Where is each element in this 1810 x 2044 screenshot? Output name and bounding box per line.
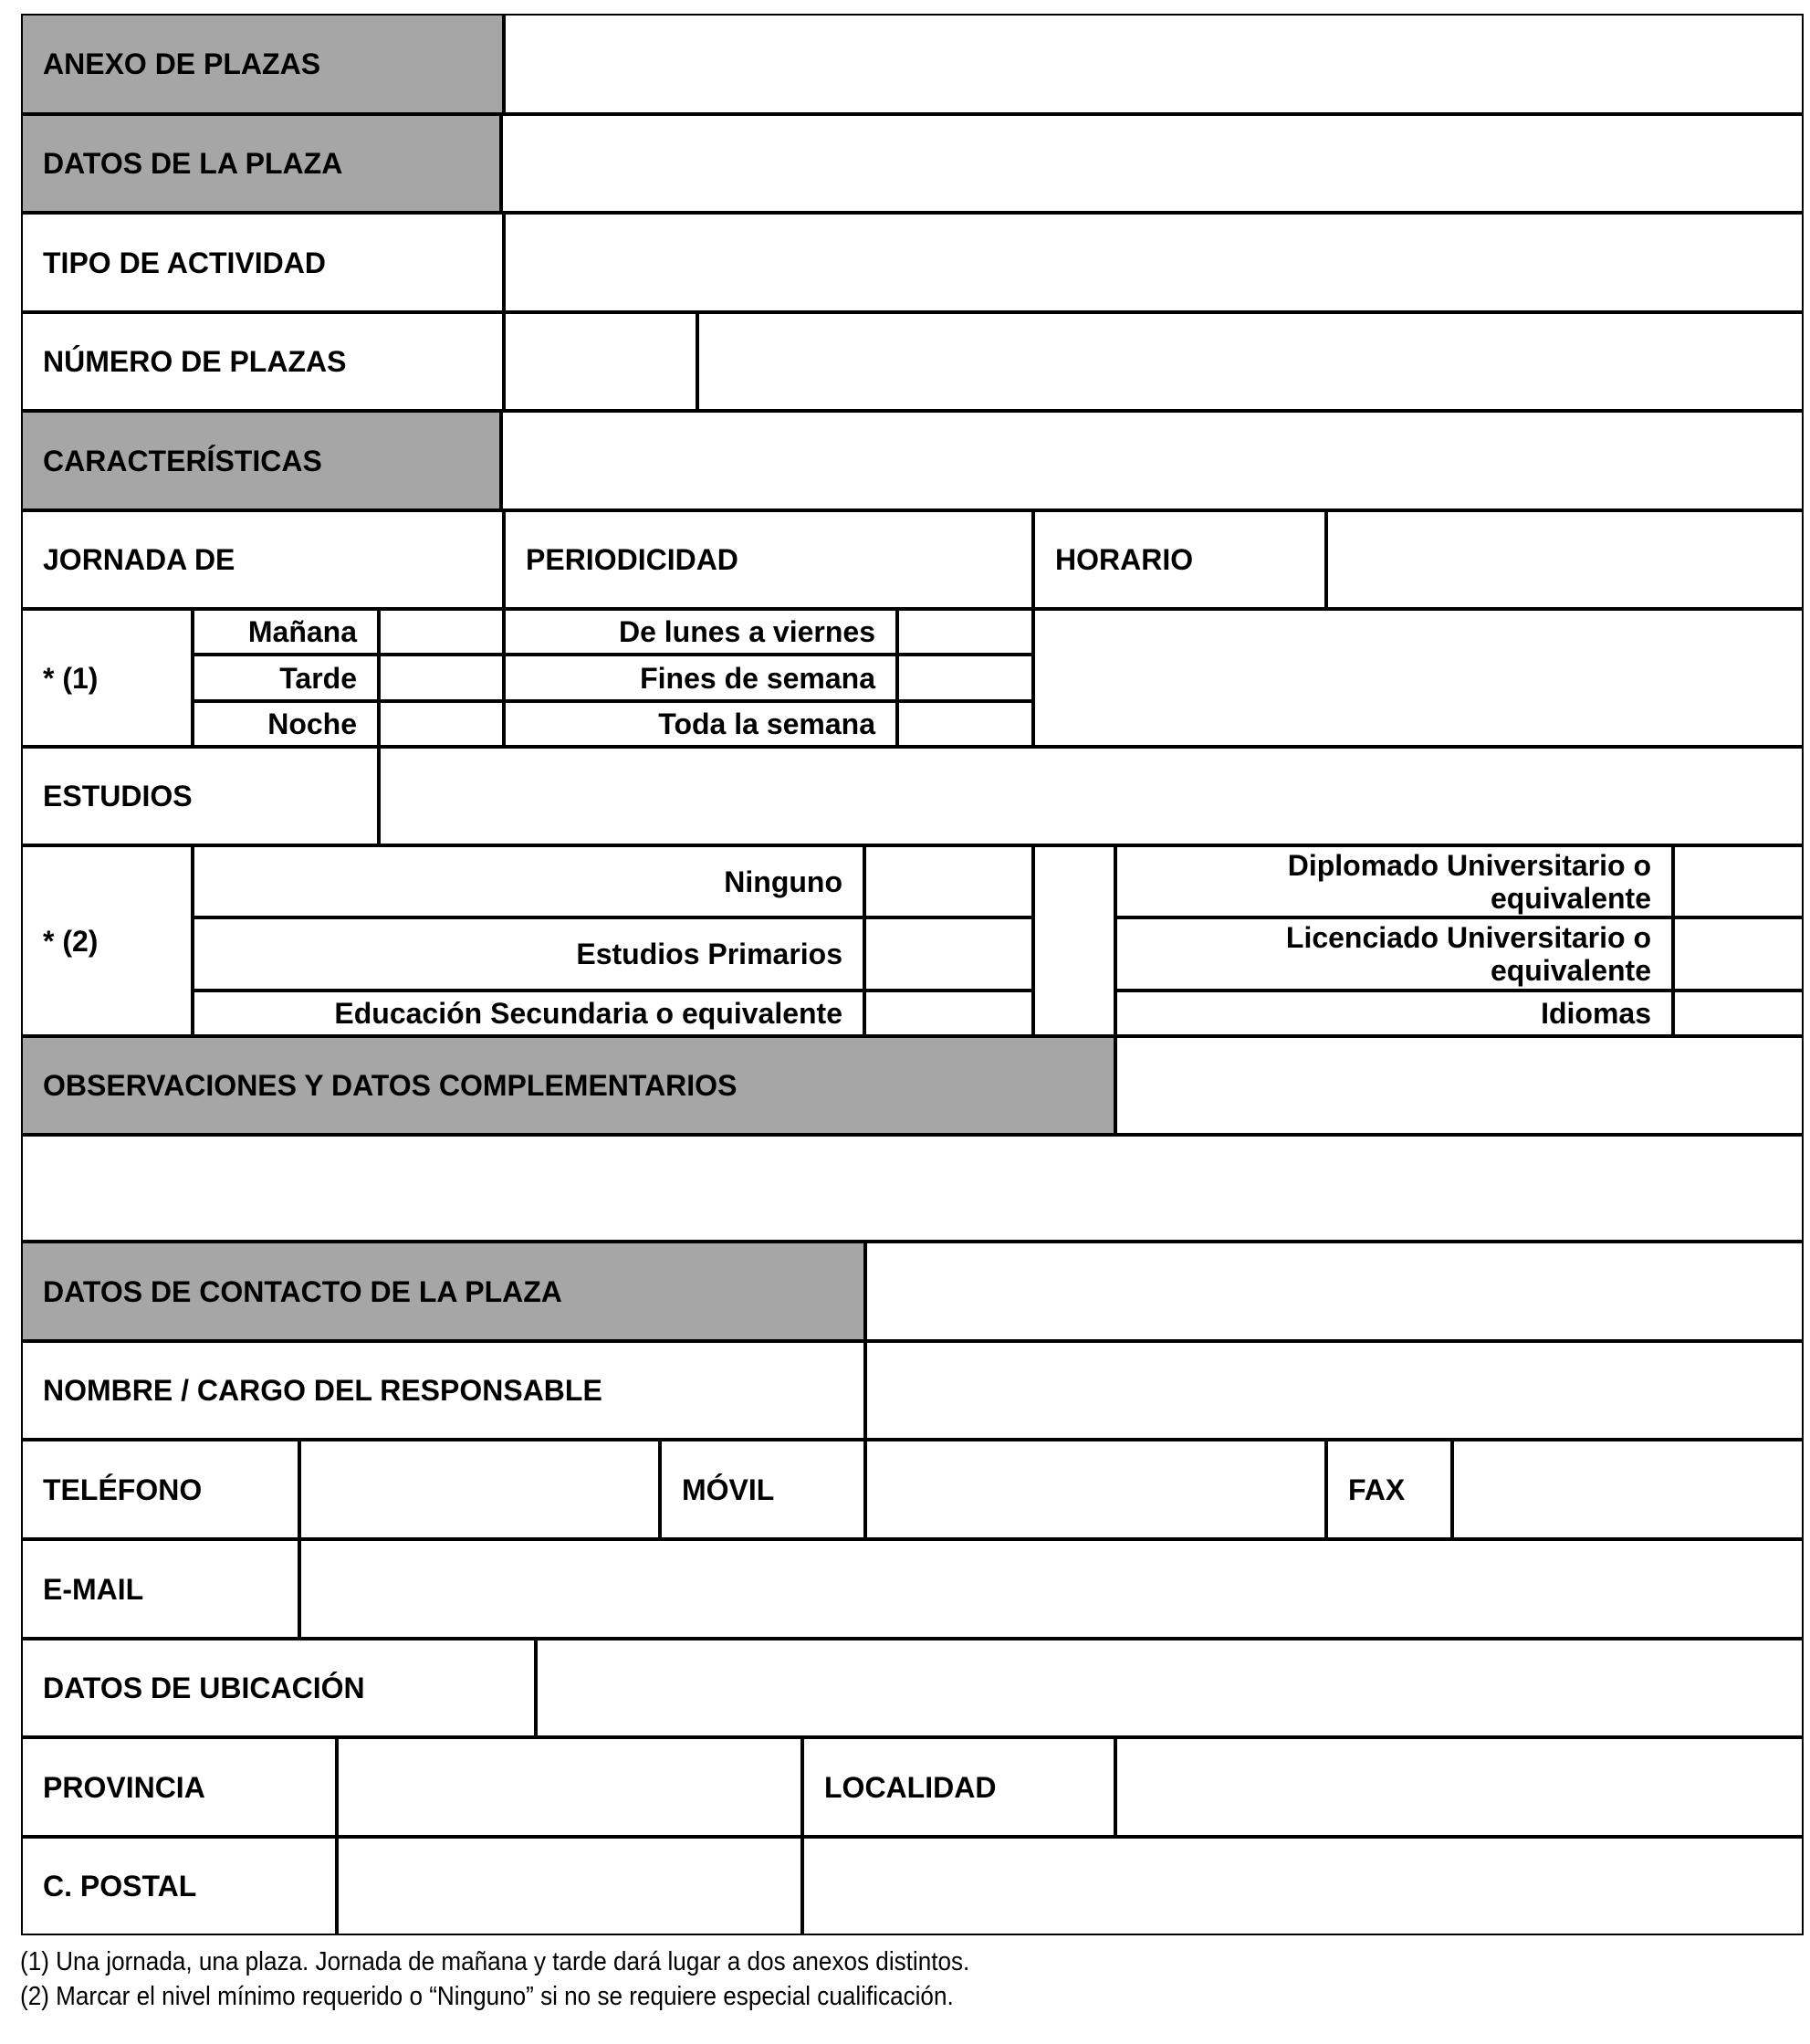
datos-contacto-header xyxy=(21,1242,865,1341)
provincia-label-cell xyxy=(21,1737,337,1837)
numero-plazas-label: NÚMERO DE PLAZAS xyxy=(43,345,347,378)
annex-title-blank xyxy=(504,14,1804,114)
option-noche-label: Noche xyxy=(267,708,357,740)
telefono-field[interactable] xyxy=(299,1440,660,1539)
movil-label-cell xyxy=(660,1440,865,1539)
periodicidad-label: PERIODICIDAD xyxy=(526,543,738,576)
email-label: E-MAIL xyxy=(43,1572,144,1606)
footnote-1: (1) Una jornada, una plaza. Jornada de mañana y tarde dará lugar a dos anexos distintos. xyxy=(20,1947,970,1976)
email-field[interactable] xyxy=(299,1539,1804,1639)
option-primarios xyxy=(193,917,864,991)
periodicidad-label-cell xyxy=(504,510,1033,609)
datos-ubicacion-field[interactable] xyxy=(536,1639,1804,1737)
option-ninguno xyxy=(193,845,864,917)
option-secundaria-label: Educación Secundaria o equivalente xyxy=(334,997,842,1030)
cpostal-label-cell xyxy=(21,1837,337,1935)
fax-label: FAX xyxy=(1348,1473,1406,1506)
jornada-label-cell xyxy=(21,510,504,609)
footnotes xyxy=(20,1944,969,2014)
option-licenciado-label: Licenciado Universitario o equivalente xyxy=(1285,921,1651,987)
horario-detail-field[interactable] xyxy=(1033,609,1804,747)
option-primarios-checkbox[interactable] xyxy=(864,917,1033,991)
footnote-2: (2) Marcar el nivel mínimo requerido o “Ninguno” si no se requiere especial cualificación. xyxy=(20,1982,954,2011)
annex-title-cell xyxy=(21,14,504,114)
nombre-cargo-label: NOMBRE / CARGO DEL RESPONSABLE xyxy=(43,1374,602,1407)
observaciones-label: OBSERVACIONES Y DATOS COMPLEMENTARIOS xyxy=(43,1069,738,1102)
estudios-note: * (2) xyxy=(43,924,99,958)
telefono-label-cell xyxy=(21,1440,299,1539)
cpostal-field[interactable] xyxy=(337,1837,802,1935)
option-idiomas-checkbox[interactable] xyxy=(1673,991,1804,1036)
tipo-actividad-label: TIPO DE ACTIVIDAD xyxy=(43,246,326,279)
option-toda-semana xyxy=(504,701,897,747)
option-idiomas-label: Idiomas xyxy=(1541,997,1651,1030)
option-manana-checkbox[interactable] xyxy=(379,609,504,655)
option-diplomado-checkbox[interactable] xyxy=(1673,845,1804,917)
option-primarios-label: Estudios Primarios xyxy=(576,938,842,970)
jornada-note: * (1) xyxy=(43,661,99,695)
option-noche-checkbox[interactable] xyxy=(379,701,504,747)
fax-label-cell xyxy=(1326,1440,1452,1539)
jornada-note-cell xyxy=(21,609,193,747)
annex-title: ANEXO DE PLAZAS xyxy=(43,47,321,80)
nombre-cargo-label-cell xyxy=(21,1341,865,1440)
jornada-label: JORNADA DE xyxy=(43,543,235,576)
numero-plazas-label-cell xyxy=(21,312,504,411)
option-lunes-viernes-label: De lunes a viernes xyxy=(618,615,875,648)
localidad-field[interactable] xyxy=(1115,1737,1804,1837)
cpostal-label: C. POSTAL xyxy=(43,1870,197,1902)
movil-field[interactable] xyxy=(865,1440,1326,1539)
option-fines-semana-checkbox[interactable] xyxy=(897,655,1033,701)
localidad-label-cell xyxy=(802,1737,1115,1837)
datos-plaza-header xyxy=(21,114,501,213)
option-tarde-checkbox[interactable] xyxy=(379,655,504,701)
option-diplomado-label: Diplomado Universitario o equivalente xyxy=(1287,848,1651,915)
datos-contacto-label: DATOS DE CONTACTO DE LA PLAZA xyxy=(43,1274,562,1308)
option-idiomas xyxy=(1115,991,1673,1036)
horario-label: HORARIO xyxy=(1055,543,1194,576)
estudios-note-cell xyxy=(21,845,193,1036)
numero-plazas-field[interactable] xyxy=(504,312,697,411)
option-manana-label: Mañana xyxy=(247,615,357,648)
option-manana xyxy=(193,609,379,655)
option-ninguno-checkbox[interactable] xyxy=(864,845,1033,917)
option-licenciado xyxy=(1115,917,1673,991)
estudios-label: ESTUDIOS xyxy=(43,780,193,812)
estudios-label-cell xyxy=(21,747,379,845)
observaciones-header xyxy=(21,1036,1115,1135)
datos-plaza-blank xyxy=(501,114,1804,213)
option-fines-semana-label: Fines de semana xyxy=(640,661,875,695)
caracteristicas-blank xyxy=(501,411,1804,510)
nombre-cargo-field[interactable] xyxy=(865,1341,1804,1440)
horario-field[interactable] xyxy=(1326,510,1804,609)
fax-field[interactable] xyxy=(1452,1440,1804,1539)
horario-label-cell xyxy=(1033,510,1326,609)
telefono-label: TELÉFONO xyxy=(43,1473,203,1506)
cpostal-blank xyxy=(802,1837,1804,1935)
estudios-field[interactable] xyxy=(379,747,1804,845)
option-lunes-viernes xyxy=(504,609,897,655)
option-licenciado-checkbox[interactable] xyxy=(1673,917,1804,991)
localidad-label: LOCALIDAD xyxy=(824,1770,997,1804)
option-secundaria-checkbox[interactable] xyxy=(864,991,1033,1036)
email-label-cell xyxy=(21,1539,299,1639)
option-diplomado xyxy=(1115,845,1673,917)
option-ninguno-label: Ninguno xyxy=(724,865,842,898)
caracteristicas-label: CARACTERÍSTICAS xyxy=(43,444,322,477)
option-tarde xyxy=(193,655,379,701)
option-toda-semana-checkbox[interactable] xyxy=(897,701,1033,747)
option-fines-semana xyxy=(504,655,897,701)
option-tarde-label: Tarde xyxy=(279,661,357,695)
tipo-actividad-label-cell xyxy=(21,213,504,312)
caracteristicas-header xyxy=(21,411,501,510)
movil-label: MÓVIL xyxy=(682,1473,775,1506)
provincia-label: PROVINCIA xyxy=(43,1770,205,1804)
datos-ubicacion-label-cell xyxy=(21,1639,536,1737)
observaciones-field[interactable] xyxy=(21,1135,1804,1242)
datos-plaza-label: DATOS DE LA PLAZA xyxy=(43,147,343,180)
option-lunes-viernes-checkbox[interactable] xyxy=(897,609,1033,655)
observaciones-blank xyxy=(1115,1036,1804,1135)
datos-contacto-blank xyxy=(865,1242,1804,1341)
provincia-field[interactable] xyxy=(337,1737,802,1837)
option-noche xyxy=(193,701,379,747)
datos-ubicacion-label: DATOS DE UBICACIÓN xyxy=(43,1672,365,1704)
numero-plazas-blank xyxy=(697,312,1804,411)
option-secundaria xyxy=(193,991,864,1036)
option-toda-semana-label: Toda la semana xyxy=(658,708,875,740)
tipo-actividad-field[interactable] xyxy=(504,213,1804,312)
estudios-spacer xyxy=(1033,845,1115,1036)
